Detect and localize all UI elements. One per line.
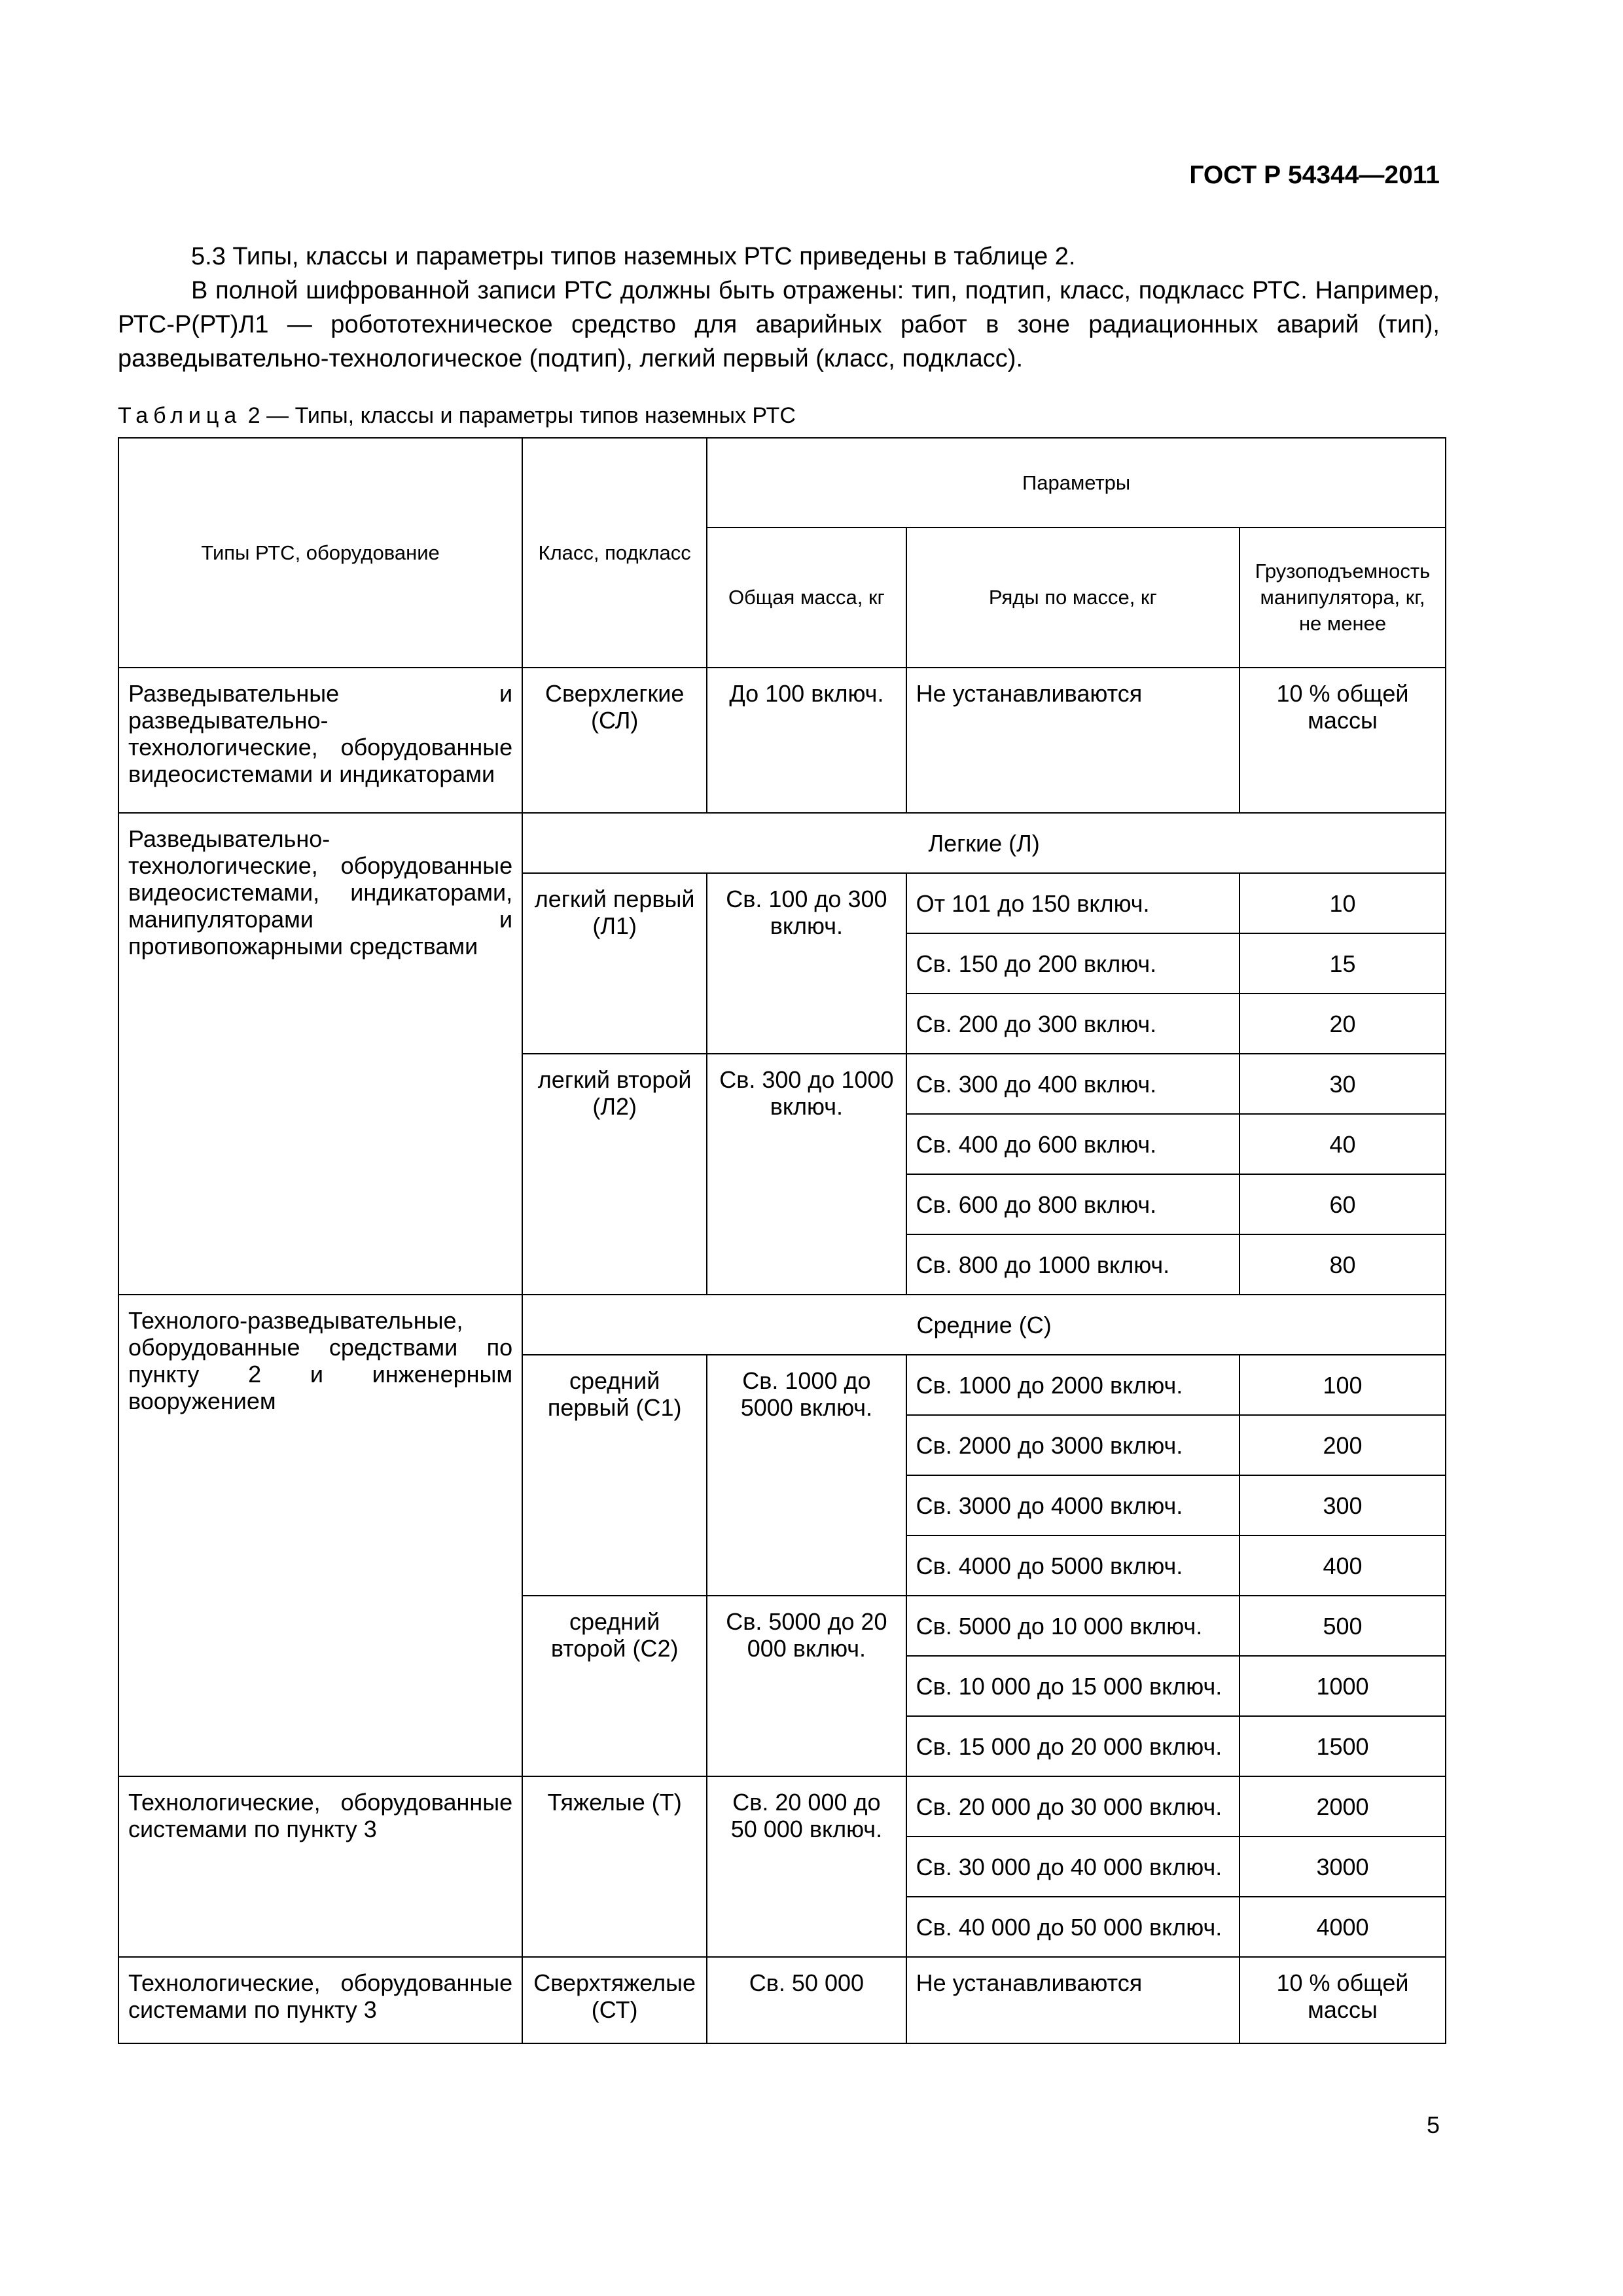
mass-row-cell: Св. 30 000 до 40 000 включ. <box>906 1837 1240 1897</box>
mass-cell: Св. 300 до 1000 включ. <box>707 1054 906 1295</box>
class-cell: средний первый (С1) <box>522 1355 707 1596</box>
type-cell: Технолого-разведывательные, оборудованные средствами по пункту 2 и инженерным вооружением <box>118 1295 522 1776</box>
mass-row-cell: Св. 2000 до 3000 включ. <box>906 1415 1240 1475</box>
type-cell: Разведывательно-технологические, оборудованные видеосистемами, индикаторами, манипуляторами и противопожарными средствами <box>118 813 522 1295</box>
intro-line-2: В полной шифрованной записи РТС должны быть отражены: тип, подтип, класс, подкласс РТС. Например, РТС-Р(РТ)Л1 — робототехническое средство для аварийных работ в зоне радиационных аварий (тип), разведывательно-технологическое (подтип), легкий первый (класс, подкласс). <box>118 277 1440 372</box>
header-params: Параметры <box>707 438 1446 528</box>
capacity-cell: 100 <box>1240 1355 1446 1415</box>
type-cell: Технологические, оборудованные системами по пункту 3 <box>118 1776 522 1957</box>
capacity-cell: 10 <box>1240 873 1446 933</box>
class-cell: легкий второй (Л2) <box>522 1054 707 1295</box>
intro-text <box>118 240 1440 376</box>
header-class: Класс, подкласс <box>522 438 707 668</box>
capacity-cell: 10 % общей массы <box>1240 668 1446 813</box>
class-cell: Тяжелые (Т) <box>522 1776 707 1957</box>
capacity-cell: 20 <box>1240 994 1446 1054</box>
capacity-cell: 400 <box>1240 1535 1446 1596</box>
capacity-cell: 4000 <box>1240 1897 1446 1957</box>
intro-line-1: 5.3 Типы, классы и параметры типов наземных РТС приведены в таблице 2. <box>191 243 1076 270</box>
mass-cell: Св. 100 до 300 включ. <box>707 873 906 1054</box>
mass-row-cell: Не устанавливаются <box>906 1957 1240 2043</box>
capacity-cell: 300 <box>1240 1475 1446 1535</box>
table-caption <box>118 403 796 429</box>
capacity-cell: 30 <box>1240 1054 1446 1114</box>
mass-cell: Св. 50 000 <box>707 1957 906 2043</box>
mass-cell: До 100 включ. <box>707 668 906 813</box>
mass-row-cell: Св. 5000 до 10 000 включ. <box>906 1596 1240 1656</box>
mass-cell: Св. 20 000 до 50 000 включ. <box>707 1776 906 1957</box>
capacity-cell: 60 <box>1240 1174 1446 1234</box>
mass-row-cell: Св. 200 до 300 включ. <box>906 994 1240 1054</box>
mass-row-cell: Св. 300 до 400 включ. <box>906 1054 1240 1114</box>
mass-cell: Св. 5000 до 20 000 включ. <box>707 1596 906 1776</box>
document-code: ГОСТ Р 54344—2011 <box>1189 161 1440 189</box>
mass-row-cell: Св. 400 до 600 включ. <box>906 1114 1240 1174</box>
mass-cell: Св. 1000 до 5000 включ. <box>707 1355 906 1596</box>
types-table <box>118 437 1446 2044</box>
capacity-cell: 2000 <box>1240 1776 1446 1837</box>
capacity-cell: 10 % общей массы <box>1240 1957 1446 2043</box>
mass-row-cell: Св. 600 до 800 включ. <box>906 1174 1240 1234</box>
mass-row-cell: Св. 40 000 до 50 000 включ. <box>906 1897 1240 1957</box>
type-cell: Технологические, оборудованные системами по пункту 3 <box>118 1957 522 2043</box>
group-heading: Легкие (Л) <box>522 813 1446 873</box>
header-capacity: Грузоподъемность манипулятора, кг, не менее <box>1240 528 1446 668</box>
capacity-cell: 40 <box>1240 1114 1446 1174</box>
class-cell: Сверхтяжелые (СТ) <box>522 1957 707 2043</box>
caption-label: Таблица <box>118 403 242 428</box>
caption-text: 2 — Типы, классы и параметры типов наземных РТС <box>247 403 796 428</box>
mass-row-cell: Св. 20 000 до 30 000 включ. <box>906 1776 1240 1837</box>
group-heading: Средние (С) <box>522 1295 1446 1355</box>
mass-row-cell: Св. 1000 до 2000 включ. <box>906 1355 1240 1415</box>
mass-row-cell: Св. 3000 до 4000 включ. <box>906 1475 1240 1535</box>
class-cell: легкий первый (Л1) <box>522 873 707 1054</box>
mass-row-cell: Св. 15 000 до 20 000 включ. <box>906 1716 1240 1776</box>
mass-row-cell: Не устанавливаются <box>906 668 1240 813</box>
mass-row-cell: От 101 до 150 включ. <box>906 873 1240 933</box>
capacity-cell: 500 <box>1240 1596 1446 1656</box>
header-rows-mass: Ряды по массе, кг <box>906 528 1240 668</box>
class-cell: Сверхлегкие (СЛ) <box>522 668 707 813</box>
capacity-cell: 15 <box>1240 933 1446 994</box>
page-number: 5 <box>1426 2111 1440 2138</box>
class-cell: средний второй (С2) <box>522 1596 707 1776</box>
header-mass: Общая масса, кг <box>707 528 906 668</box>
capacity-cell: 3000 <box>1240 1837 1446 1897</box>
mass-row-cell: Св. 800 до 1000 включ. <box>906 1234 1240 1295</box>
mass-row-cell: Св. 150 до 200 включ. <box>906 933 1240 994</box>
capacity-cell: 1000 <box>1240 1656 1446 1716</box>
header-types: Типы РТС, оборудование <box>118 438 522 668</box>
capacity-cell: 80 <box>1240 1234 1446 1295</box>
mass-row-cell: Св. 10 000 до 15 000 включ. <box>906 1656 1240 1716</box>
mass-row-cell: Св. 4000 до 5000 включ. <box>906 1535 1240 1596</box>
type-cell: Разведывательные и разведывательно-технологические, оборудованные видеосистемами и индикаторами <box>118 668 522 813</box>
capacity-cell: 1500 <box>1240 1716 1446 1776</box>
capacity-cell: 200 <box>1240 1415 1446 1475</box>
